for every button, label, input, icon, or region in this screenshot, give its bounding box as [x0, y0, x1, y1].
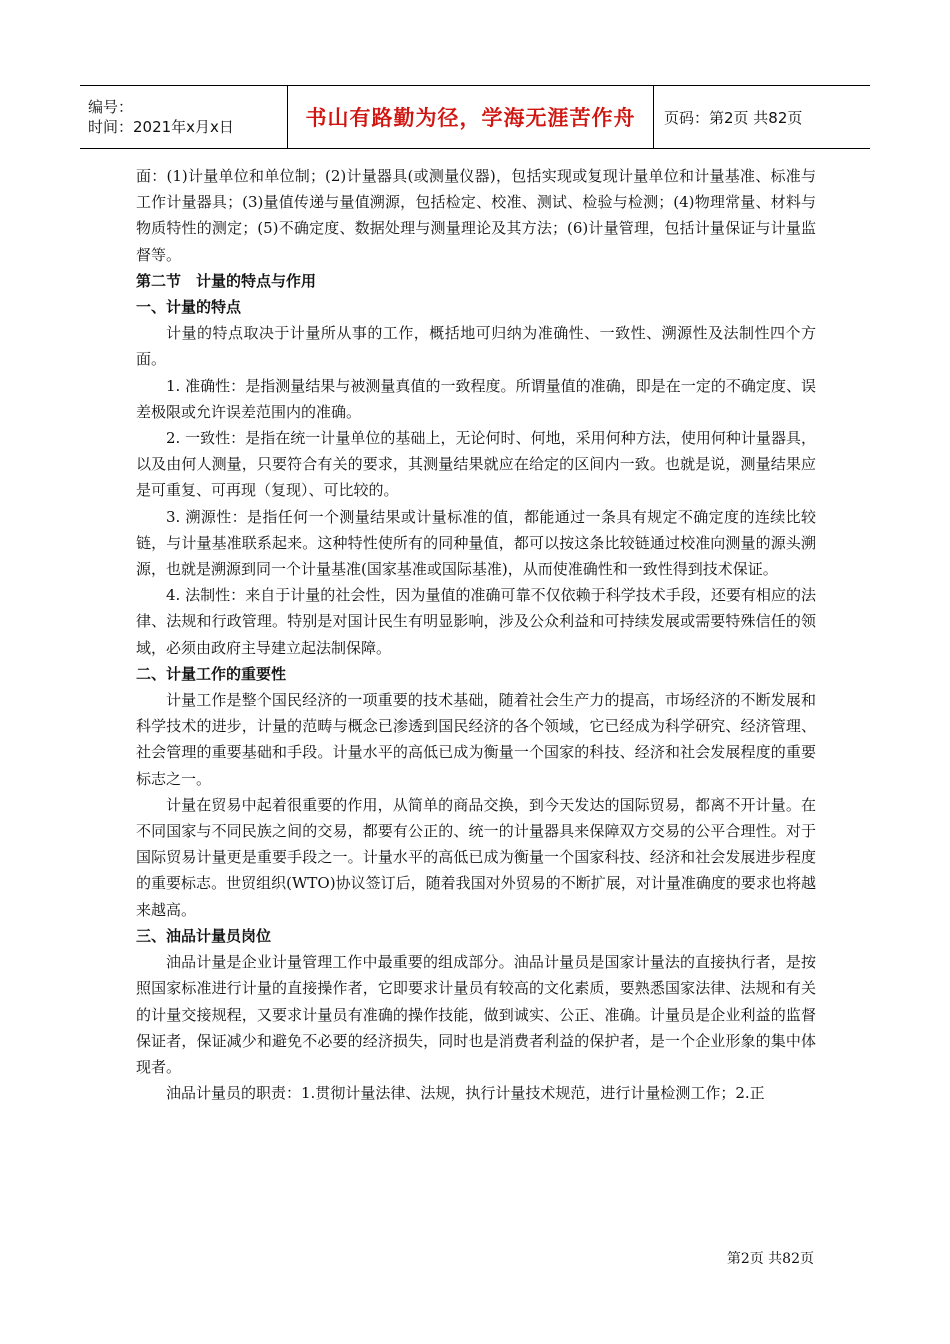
- document-body: [136, 163, 816, 1106]
- header-motto-cell: [288, 86, 654, 148]
- number-label: 编号：: [88, 98, 134, 116]
- subsection-heading: 三、油品计量员岗位: [136, 926, 272, 945]
- page-header: [80, 85, 870, 149]
- header-page-cell: [654, 86, 870, 148]
- paragraph: 油品计量是企业计量管理工作中最重要的组成部分。油品计量员是国家计量法的直接执行者，是按照国家标准进行计量的直接操作者，它即要求计量员有较高的文化素质，要熟悉国家法律、法规和有关的计量交接规程，又要求计量员有准确的操作技能，做到诚实、公正、准确。计量员是企业利益的监督保证者，保证减少和避免不必要的经济损失，同时也是消费者利益的保护者，是一个企业形象的集中体现者。: [136, 953, 816, 1076]
- paragraph: 油品计量员的职责：1.贯彻计量法律、法规，执行计量技术规范，进行计量检测工作；2.正: [166, 1084, 765, 1103]
- paragraph: 3. 溯源性：是指任何一个测量结果或计量标准的值，都能通过一条具有规定不确定度的连续比较链，与计量基准联系起来。这种特性使所有的同种量值，都可以按这条比较链通过校准向测量的源头溯源，也就是溯源到同一个计量基准(国家基准或国际基准)，从而使准确性和一致性得到技术保证。: [136, 507, 816, 579]
- paragraph: 1. 准确性：是指测量结果与被测量真值的一致程度。所谓量值的准确，即是在一定的不确定度、误差极限或允许误差范围内的准确。: [136, 376, 816, 421]
- paragraph: 4. 法制性：来自于计量的社会性，因为量值的准确可靠不仅依赖于科学技术手段，还要有相应的法律、法规和行政管理。特别是对国计民生有明显影响，涉及公众利益和可持续发展或需要特殊信任的领域，必须由政府主导建立起法制保障。: [136, 586, 816, 657]
- paragraph: 计量在贸易中起着很重要的作用，从简单的商品交换，到今天发达的国际贸易，都离不开计量。在不同国家与不同民族之间的交易，都要有公正的、统一的计量器具来保障双方交易的公平合理性。对于国际贸易计量更是重要手段之一。计量水平的高低已成为衡量一个国家科技、经济和社会发展进步程度的重要标志。世贸组织(WTO)协议签订后，随着我国对外贸易的不断扩展，对计量准确度的要求也将越来越高。: [136, 795, 816, 919]
- section-heading: 第二节 计量的特点与作用: [136, 271, 317, 290]
- subsection-heading: 一、计量的特点: [136, 298, 242, 317]
- page-footer: [727, 1248, 814, 1268]
- paragraph: 面：(1)计量单位和单位制；(2)计量器具(或测量仪器)，包括实现或复现计量单位和计量基准、标准与工作计量器具；(3)量值传递与量值溯源，包括检定、校准、测试、检验与检测；(4)物理常量、材料与物质特性的测定；(5)不确定度、数据处理与测量理论及其方法；(6)计量管理，包括计量保证与计量监督等。: [136, 167, 816, 264]
- header-page-number: 页码：第2页 共82页: [664, 108, 803, 127]
- subsection-heading: 二、计量工作的重要性: [136, 664, 287, 683]
- time-label: 时间：2021年x月x日: [88, 118, 234, 136]
- header-meta-cell: [80, 86, 288, 148]
- paragraph: 2. 一致性：是指在统一计量单位的基础上，无论何时、何地，采用何种方法，使用何种计量器具，以及由何人测量，只要符合有关的要求，其测量结果就应在给定的区间内一致。也就是说，测量结果应是可重复、可再现（复现）、可比较的。: [136, 429, 816, 500]
- header-motto: 书山有路勤为径，学海无涯苦作舟: [305, 106, 636, 130]
- paragraph: 计量的特点取决于计量所从事的工作，概括地可归纳为准确性、一致性、溯源性及法制性四个方面。: [136, 324, 816, 369]
- footer-page-number: 第2页 共82页: [726, 1251, 814, 1267]
- paragraph: 计量工作是整个国民经济的一项重要的技术基础，随着社会生产力的提高，市场经济的不断发展和科学技术的进步，计量的范畴与概念已渗透到国民经济的各个领域，它已经成为科学研究、经济管理、社会管理的重要基础和手段。计量水平的高低已成为衡量一个国家的科技、经济和社会发展程度的重要标志之一。: [136, 691, 816, 788]
